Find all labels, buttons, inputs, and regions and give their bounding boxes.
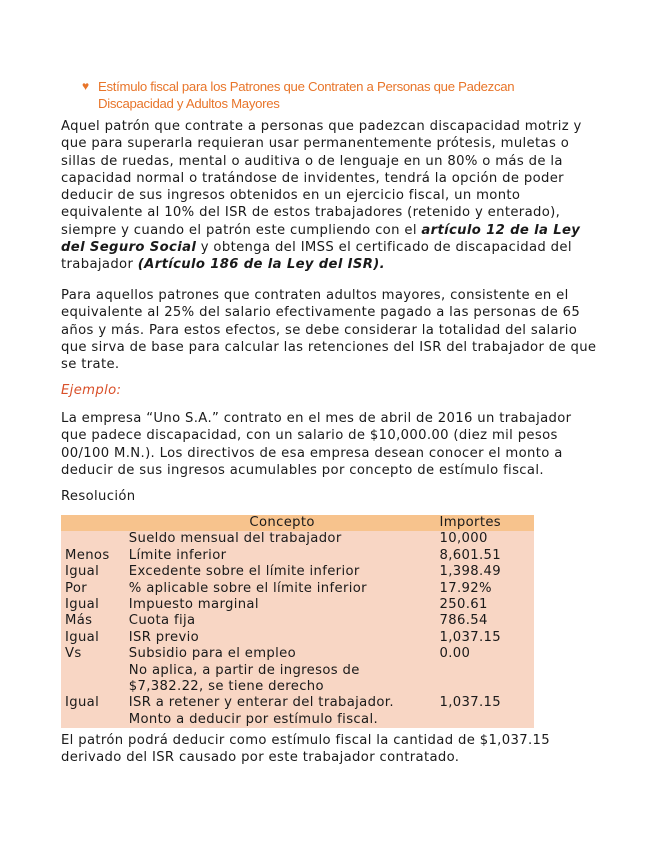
table-cell-amount: 786.54 <box>435 613 534 629</box>
resolution-table <box>61 515 534 728</box>
table-cell-operator: Igual <box>61 564 125 580</box>
example-label: Ejemplo: <box>61 383 122 398</box>
table-cell-concept: Excedente sobre el límite inferior <box>125 564 436 580</box>
table-cell-amount: 1,398.49 <box>435 564 534 580</box>
table-cell-amount: 0.00 <box>435 646 534 662</box>
table-cell-operator: Menos <box>61 548 125 564</box>
table-cell-concept: Cuota fija <box>125 613 436 629</box>
table-cell-concept: Sueldo mensual del trabajador <box>125 531 436 547</box>
table-cell-operator: Igual <box>61 597 125 613</box>
table-cell-operator <box>61 531 125 547</box>
table-cell-concept: ISR previo <box>125 630 436 646</box>
header-cell-concepto: Concepto <box>125 515 436 531</box>
table-cell-operator <box>61 712 125 728</box>
table-cell-concept: ISR a retener y enterar del trabajador. <box>125 695 436 711</box>
table-cell-concept: Subsidio para el empleo <box>125 646 436 662</box>
table-cell-concept: Impuesto marginal <box>125 597 436 613</box>
paragraph1-text2: y obtenga del IMSS el certificado de discapacidad del trabajador <box>61 240 572 273</box>
table-cell-concept: Monto a deducir por estímulo fiscal. <box>125 712 436 728</box>
section-heading <box>82 78 602 112</box>
table-cell-amount: 1,037.15 <box>435 630 534 646</box>
reference-art12-lss: artículo 12 de la Ley del Seguro Social <box>61 222 581 256</box>
table-cell-amount: 10,000 <box>435 531 534 547</box>
table-cell-concept: No aplica, a partir de ingresos de $7,382.22, se tiene derecho <box>125 663 436 696</box>
table-cell-amount <box>435 712 534 728</box>
table-row <box>61 695 534 711</box>
paragraph-ejemplo: La empresa “Uno S.A.” contrato en el mes de abril de 2016 un trabajador que padece discapacidad, con un salario de $10,000.00 (diez mil pesos 00/100 M.N.). Los directivos de esa empresa desean conocer el monto a deducir de sus ingresos acumulables por concepto de estímulo fiscal. <box>61 411 572 478</box>
table-row <box>61 531 534 547</box>
table-row <box>61 597 534 613</box>
paragraph-conclusion: El patrón podrá deducir como estímulo fiscal la cantidad de $1,037.15 derivado del ISR causado por este trabajador contratado. <box>61 733 550 766</box>
table-row <box>61 613 534 629</box>
table-row <box>61 630 534 646</box>
paragraph-adultos-mayores: Para aquellos patrones que contraten adultos mayores, consistente en el equivalente al 25% del salario efectivamente pagado a las personas de 65 años y más. Para estos efectos, se debe considerar la totalidad del salario que sirva de base para calcular las retenciones del ISR del trabajador de que se trate. <box>61 288 597 373</box>
table-row <box>61 564 534 580</box>
header-cell-blank <box>61 515 125 531</box>
table-cell-amount <box>435 663 534 696</box>
resolution-label: Resolución <box>61 489 136 504</box>
table-cell-operator: Por <box>61 581 125 597</box>
table-cell-concept: % aplicable sobre el límite inferior <box>125 581 436 597</box>
table-cell-amount: 17.92% <box>435 581 534 597</box>
table-row <box>61 663 534 696</box>
table-row <box>61 712 534 728</box>
table-cell-amount: 1,037.15 <box>435 695 534 711</box>
table-row <box>61 581 534 597</box>
heading-line-1: Estímulo fiscal para los Patrones que Contraten a Personas que Padezcan <box>98 79 515 94</box>
table-cell-operator: Más <box>61 613 125 629</box>
table-cell-amount: 250.61 <box>435 597 534 613</box>
table-cell-amount: 8,601.51 <box>435 548 534 564</box>
table-cell-operator <box>61 663 125 696</box>
heading-line-2: Discapacidad y Adultos Mayores <box>98 96 280 111</box>
table-cell-operator: Igual <box>61 695 125 711</box>
table-cell-operator: Igual <box>61 630 125 646</box>
heart-bullet-icon: ♥ <box>82 79 89 93</box>
paragraph-discapacidad <box>61 118 601 274</box>
table-header-row <box>61 515 534 531</box>
reference-art186-lisr: (Artículo 186 de la Ley del ISR). <box>137 257 385 273</box>
paragraph1-text1: Aquel patrón que contrate a personas que padezcan discapacidad motriz y que para superarla requieran usar permanentemente prótesis, muletas o sillas de ruedas, mental o auditiva o de lenguaje en un 80% o más de la capacidad normal o tratándose de invidentes, tendrá la opción de poder deducir de sus ingresos obtenidos en un ejercicio fiscal, un monto equivalente al 10% del ISR de estos trabajadores (retenido y enterado), siempre y cuando el patrón este cumpliendo con el <box>61 119 582 238</box>
table-row <box>61 646 534 662</box>
header-cell-importes: Importes <box>435 515 534 531</box>
table-cell-operator: Vs <box>61 646 125 662</box>
table-row <box>61 548 534 564</box>
table-cell-concept: Límite inferior <box>125 548 436 564</box>
